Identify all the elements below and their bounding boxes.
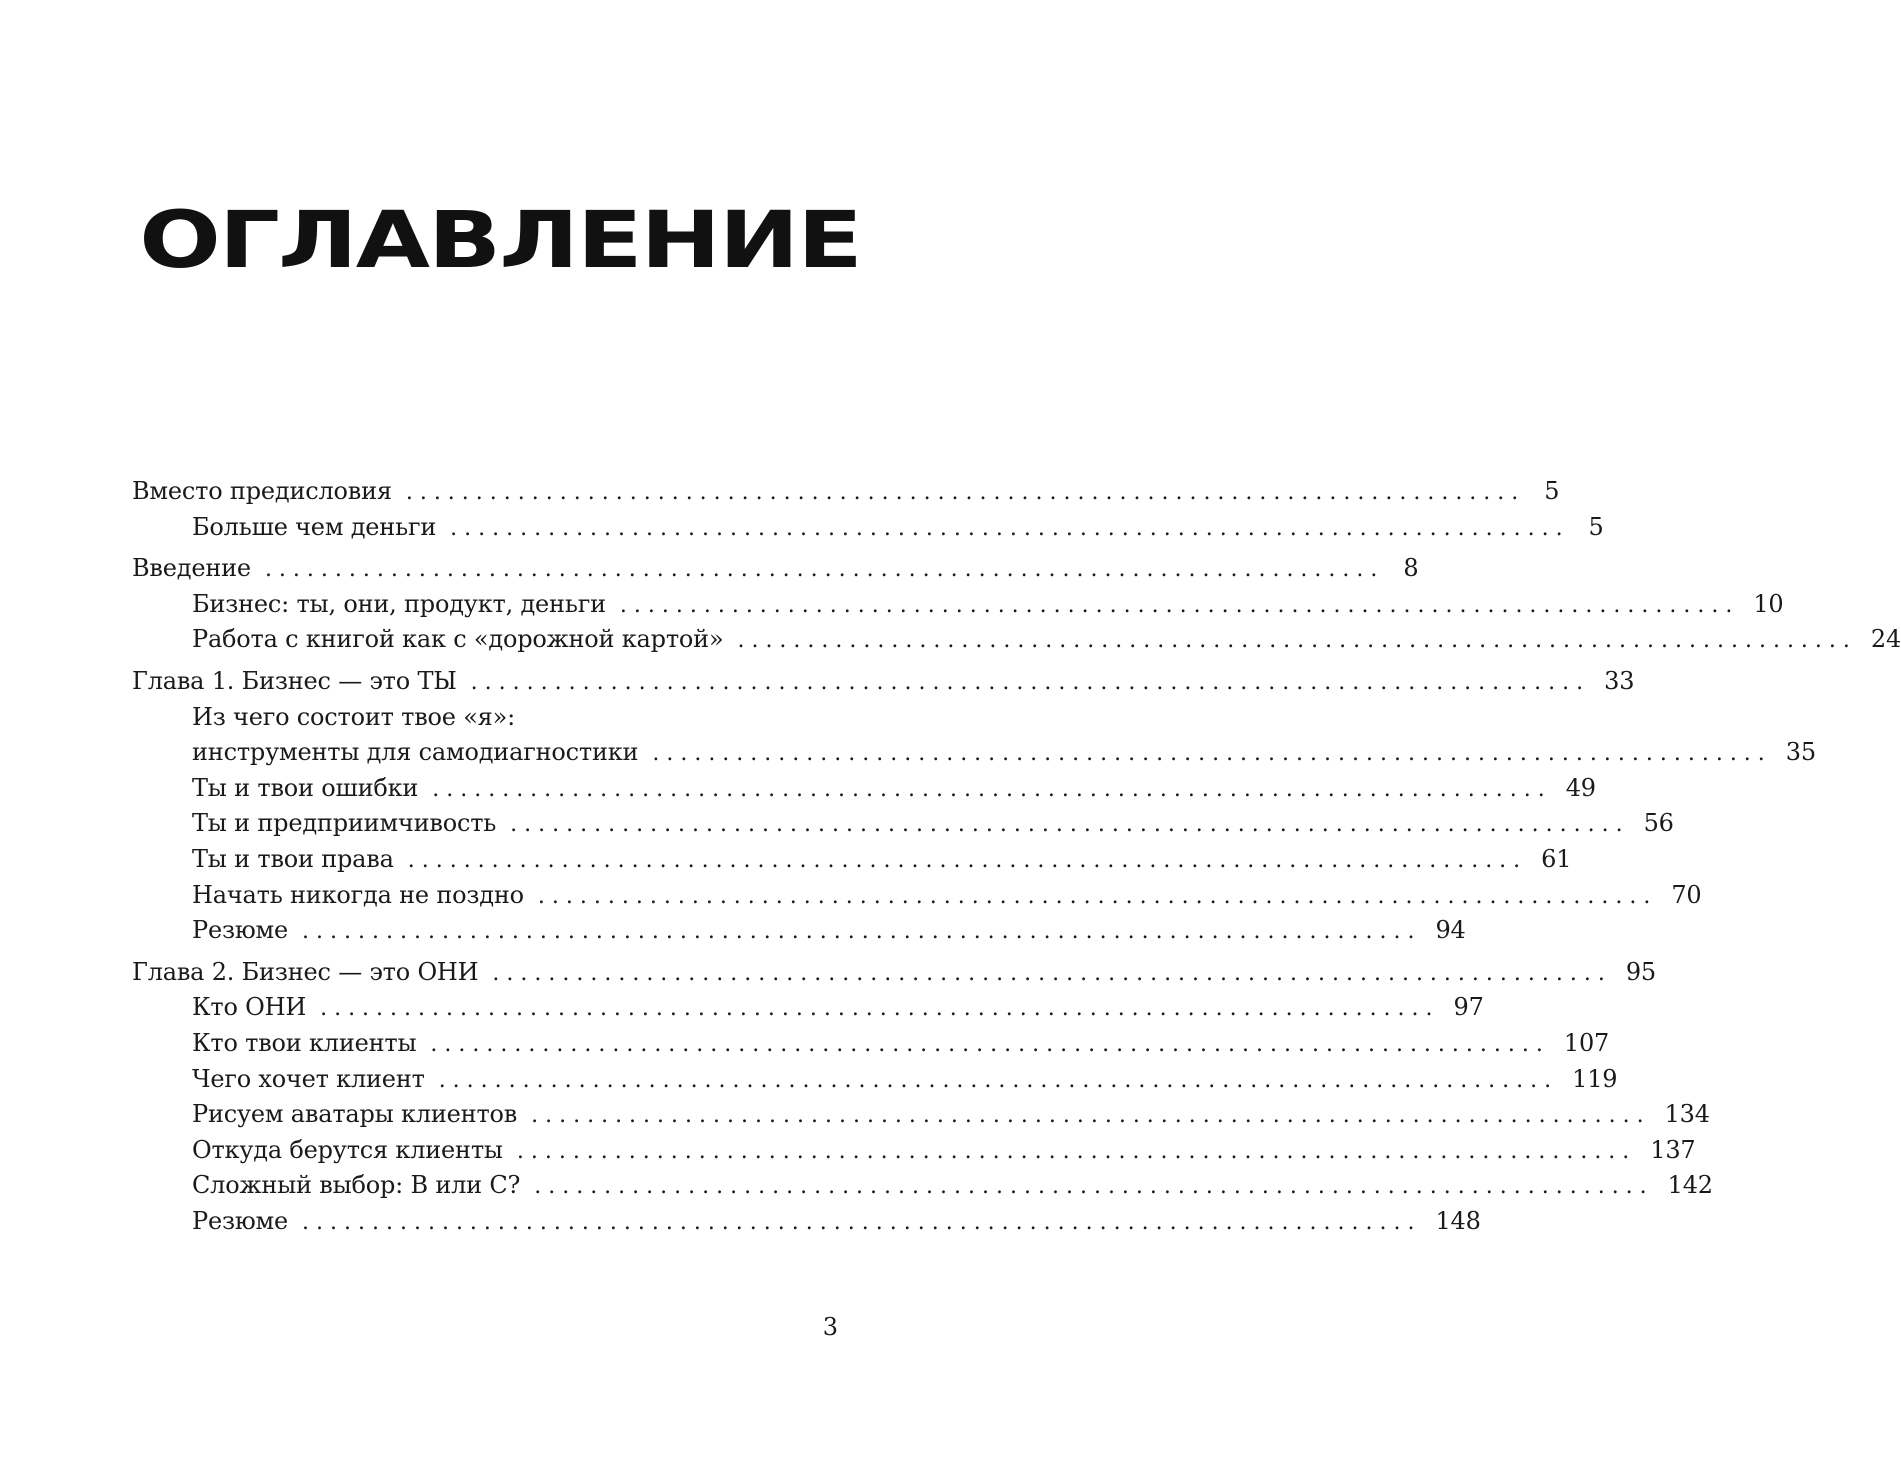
toc-dot-leader: ................................................................................ (737, 628, 1857, 654)
toc-entry-page: 95 (1625, 957, 1656, 986)
toc-entry (132, 551, 1419, 587)
toc-entry (132, 510, 1604, 546)
toc-entry-page: 33 (1604, 666, 1635, 695)
toc-entry-title: Ты и твои права (192, 844, 394, 873)
toc-dot-leader: ................................................................................ (432, 776, 1552, 802)
toc-entry-title: Работа с книгой как с «дорожной картой» (192, 625, 724, 654)
toc-dot-leader: ................................................................................ (619, 592, 1740, 618)
toc-entry-title: Глава 1. Бизнес — это ТЫ (132, 666, 457, 695)
toc-entry-title: Из чего состоит твое «я»: (192, 702, 515, 731)
toc-dot-leader: ................................................................................ (510, 812, 1630, 838)
toc-entry-title: Рисуем аватары клиентов (192, 1100, 518, 1129)
toc-entry-title: Ты и предприимчивость (192, 809, 497, 838)
toc-dot-leader: ................................................................................ (405, 480, 1526, 505)
toc-entry (132, 842, 1572, 878)
toc-entry-title: инструменты для самодиагностики (192, 738, 639, 767)
toc-entry-page: 61 (1541, 844, 1572, 873)
toc-entry-page: 107 (1563, 1028, 1610, 1057)
toc-entry (132, 955, 1656, 991)
toc-entry-title: Начать никогда не поздно (192, 880, 524, 909)
toc-entry-page: 5 (1588, 512, 1604, 541)
toc-entry-page: 134 (1664, 1100, 1710, 1129)
toc-entry (132, 622, 1901, 658)
toc-entry-page: 49 (1565, 773, 1596, 802)
toc-entry-title: Введение (132, 554, 251, 583)
toc-entry-page: 8 (1403, 554, 1419, 583)
toc-dot-leader: ................................................................................ (537, 883, 1658, 909)
toc-entry-title: Сложный выбор: В или С? (192, 1171, 521, 1200)
toc-entry-page: 35 (1785, 738, 1816, 767)
toc-entry (132, 990, 1484, 1026)
toc-entry-title: Кто ОНИ (192, 993, 307, 1022)
toc-entry-page: 119 (1572, 1064, 1618, 1093)
toc-dot-leader: ................................................................................ (302, 1209, 1422, 1235)
toc-entry (132, 735, 1816, 771)
toc-entry-title: Резюме (192, 916, 289, 945)
toc-entry-page: 137 (1650, 1135, 1696, 1164)
toc-entry-page: 94 (1435, 916, 1466, 945)
toc-entry-page: 56 (1643, 809, 1674, 838)
toc-entry-page: 148 (1435, 1206, 1481, 1235)
toc-dot-leader: ................................................................................ (430, 1031, 1550, 1057)
toc-dot-leader: ................................................................................ (531, 1103, 1651, 1129)
toc-entry-title: Кто твои клиенты (192, 1028, 417, 1057)
toc-dot-leader: ................................................................................ (450, 515, 1570, 541)
toc-entry-title: Откуда берутся клиенты (192, 1135, 503, 1164)
toc-entry (132, 1097, 1710, 1133)
toc-entry (132, 474, 1560, 510)
toc-entry-page: 24 (1870, 625, 1901, 654)
toc-entry (132, 1168, 1713, 1204)
toc-dot-leader: ................................................................................ (652, 741, 1772, 767)
toc-entry-title: Ты и твои ошибки (192, 773, 419, 802)
table-of-contents (132, 474, 1901, 1239)
toc-dot-leader: ................................................................................ (264, 557, 1385, 583)
toc-entry (132, 913, 1466, 949)
toc-entry-page: 10 (1753, 589, 1784, 618)
toc-entry (132, 1204, 1481, 1240)
toc-entry (132, 587, 1784, 623)
toc-entry-title: Чего хочет клиент (192, 1064, 425, 1093)
toc-entry (132, 700, 838, 736)
toc-entry (132, 664, 1635, 700)
page-title: ОГЛАВЛЕНИЕ (139, 194, 861, 286)
toc-entry (132, 771, 1596, 807)
toc-dot-leader: ................................................................................ (516, 1138, 1637, 1164)
toc-dot-leader: ................................................................................ (534, 1174, 1654, 1200)
toc-entry-page: 97 (1453, 993, 1484, 1022)
toc-entry-title: Вместо предисловия (132, 477, 392, 505)
toc-dot-leader: ................................................................................ (320, 996, 1440, 1022)
toc-entry-page: 70 (1671, 880, 1702, 909)
toc-entry (132, 806, 1674, 842)
toc-dot-leader: ................................................................................ (407, 847, 1528, 873)
toc-entry-title: Бизнес: ты, они, продукт, деньги (192, 589, 606, 618)
toc-entry-title: Больше чем деньги (192, 512, 437, 541)
toc-entry-title: Резюме (192, 1206, 289, 1235)
toc-entry-page: 5 (1544, 477, 1560, 505)
toc-entry-title: Глава 2. Бизнес — это ОНИ (132, 957, 479, 986)
toc-entry (132, 1062, 1618, 1098)
toc-dot-leader: ................................................................................ (492, 960, 1612, 986)
toc-dot-leader: ................................................................................ (470, 669, 1591, 695)
toc-dot-leader: ................................................................................ (438, 1067, 1559, 1093)
toc-entry (132, 1133, 1696, 1169)
toc-entry (132, 878, 1702, 914)
toc-entry-page: 142 (1667, 1171, 1713, 1200)
toc-dot-leader: ................................................................................ (302, 919, 1422, 945)
toc-entry (132, 1026, 1610, 1062)
page-number: 3 (822, 1313, 838, 1341)
